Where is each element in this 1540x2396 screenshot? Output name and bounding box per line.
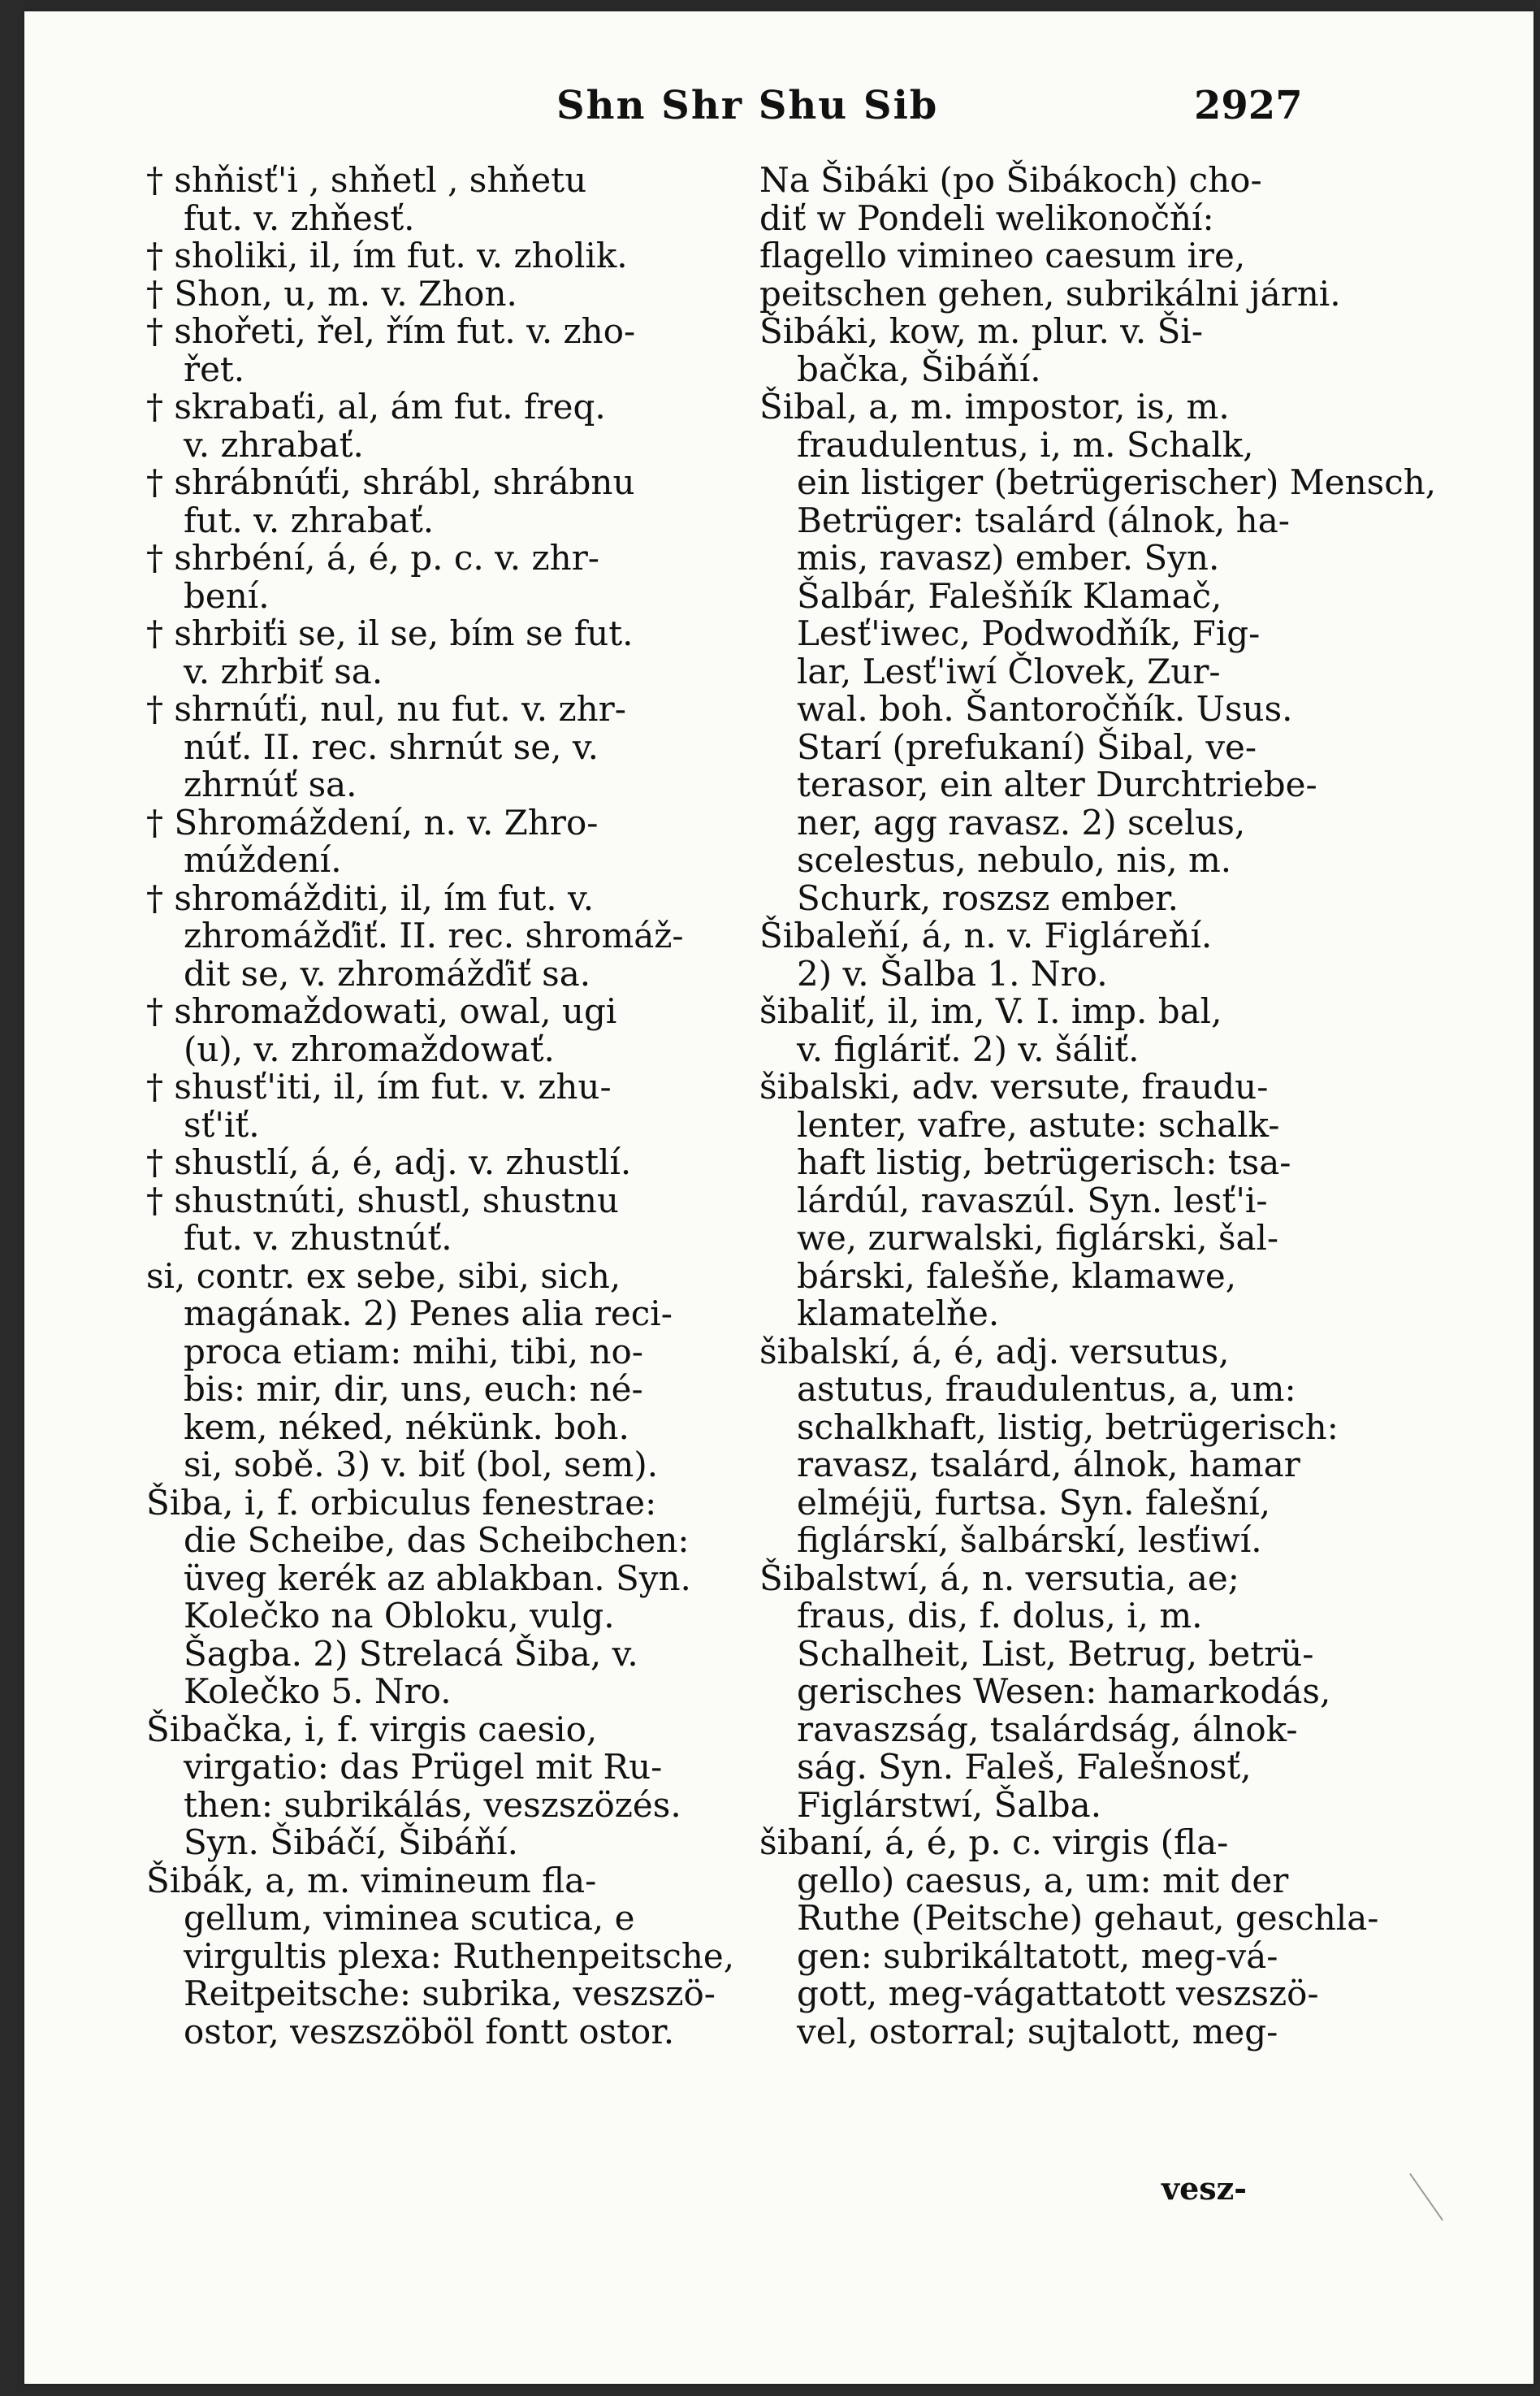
entry-head-line: † shrábnúťi, shrábl, shrábnu [146, 462, 635, 502]
entry-continuation-line: núť. II. rec. shrnút se, v. [184, 726, 599, 767]
entry-continuation-line: ner, agg ravasz. 2) scelus, [797, 802, 1246, 843]
entry-continuation-line: then: subrikálás, veszszözés. [184, 1784, 681, 1825]
entry-continuation-line: gello) caesus, a, um: mit der [797, 1860, 1289, 1900]
entry-continuation-line: Kolečko 5. Nro. [184, 1671, 452, 1711]
entry-head-line: † shustnúti, shustl, shustnu [146, 1180, 619, 1220]
entry-continuation-line: dit se, v. zhromážďiť sa. [184, 953, 591, 994]
entry-head-line: flagello vimineo caesum ire, [759, 236, 1246, 275]
entry-continuation-line: Reitpeitsche: subrika, veszszö- [184, 1974, 716, 2013]
entry-continuation-line: řet. [184, 349, 245, 389]
entry-continuation-line: figlárskí, šalbárskí, lesťiwí. [797, 1520, 1262, 1560]
entry-continuation-line: Starí (prefukaní) Šibal, ve- [797, 726, 1257, 767]
entry-continuation-line: Šalbár, Falešňík Klamač, [797, 575, 1222, 616]
entry-continuation-line: kem, néked, nékünk. boh. [184, 1406, 629, 1447]
running-head [24, 76, 1534, 133]
entry-continuation-line: v. figláriť. 2) v. šáliť. [797, 1029, 1140, 1069]
entry-continuation-line: ravasz, tsalárd, álnok, hamar [797, 1445, 1300, 1484]
entry-continuation-line: Kolečko na Obloku, vulg. [184, 1596, 615, 1636]
entry-continuation-line: Syn. Šibáčí, Šibáňí. [184, 1822, 519, 1862]
entry-continuation-line: elméjü, furtsa. Syn. falešní, [797, 1482, 1271, 1523]
entry-continuation-line: ság. Syn. Faleš, Falešnosť, [797, 1747, 1252, 1787]
entry-continuation-line: gen: subrikáltatott, meg-vá- [797, 1935, 1278, 1976]
entry-continuation-line: ostor, veszszöböl fontt ostor. [184, 2011, 675, 2052]
entry-continuation-line: sť'iť. [184, 1104, 260, 1145]
entry-head-line: Šibalstwí, á, n. versutia, ae; [759, 1558, 1239, 1598]
page-number: 2927 [1194, 83, 1303, 128]
entry-continuation-line: gerisches Wesen: hamarkodás, [797, 1671, 1331, 1711]
entry-continuation-line: üveg kerék az ablakban. Syn. [184, 1558, 691, 1598]
entry-continuation-line: Figlárstwí, Šalba. [797, 1784, 1102, 1825]
entry-continuation-line: bení. [184, 575, 270, 616]
entry-continuation-line: lárdúl, ravaszúl. Syn. lesť'i- [797, 1180, 1268, 1220]
entry-head-line: Šibačka, i, f. virgis caesio, [146, 1709, 598, 1749]
entry-continuation-line: fraus, dis, f. dolus, i, m. [797, 1596, 1203, 1636]
entry-head-line: diť w Pondeli welikonočňí: [759, 197, 1214, 238]
pencil-mark [1409, 2173, 1443, 2221]
entry-head-line: † shrnúťi, nul, nu fut. v. zhr- [146, 689, 626, 729]
entry-head-line: † shňisť'i , shňetl , shňetu [146, 160, 587, 200]
dictionary-page [24, 11, 1534, 2384]
entry-continuation-line: zhromážďiť. II. rec. shromáž- [184, 916, 684, 955]
entry-continuation-line: fraudulentus, i, m. Schalk, [797, 424, 1254, 465]
entry-continuation-line: bačka, Šibáňí. [797, 349, 1041, 389]
entry-continuation-line: lar, Lesť'iwí Človek, Zur- [797, 651, 1221, 691]
entry-continuation-line: fut. v. zhrabať. [184, 500, 435, 540]
entry-head-line: Šibáki, kow, m. plur. v. Ši- [759, 311, 1204, 351]
entry-continuation-line: 2) v. Šalba 1. Nro. [797, 953, 1108, 994]
entry-continuation-line: virgultis plexa: Ruthenpeitsche, [184, 1935, 735, 1976]
entry-continuation-line: Schalheit, List, Betrug, betrü- [797, 1633, 1314, 1674]
entry-head-line: † Shromáždení, n. v. Zhro- [146, 802, 599, 843]
entry-head-line: Šiba, i, f. orbiculus fenestrae: [146, 1482, 657, 1523]
entry-head-line: † shromaždowati, owal, ugi [146, 991, 617, 1031]
entry-continuation-line: die Scheibe, das Scheibchen: [184, 1520, 690, 1560]
entry-continuation-line: Lesť'iwec, Podwodňík, Fig- [797, 613, 1261, 653]
entry-continuation-line: schalkhaft, listig, betrügerisch: [797, 1406, 1339, 1447]
entry-continuation-line: vel, ostorral; sujtalott, meg- [797, 2011, 1278, 2052]
entry-continuation-line: si, sobě. 3) v. biť (bol, sem). [184, 1445, 659, 1484]
entry-continuation-line: Schurk, roszsz ember. [797, 877, 1179, 918]
entry-head-line: † shustlí, á, é, adj. v. zhustlí. [146, 1142, 632, 1182]
left-column [146, 160, 735, 2052]
entry-head-line: † sholiki, il, ím fut. v. zholik. [146, 236, 628, 275]
entry-continuation-line: scelestus, nebulo, nis, m. [797, 840, 1232, 880]
entry-continuation-line: v. zhrabať. [184, 424, 364, 465]
entry-continuation-line: terasor, ein alter Durchtriebe- [797, 765, 1317, 804]
entry-continuation-line: lenter, vafre, astute: schalk- [797, 1104, 1280, 1145]
entry-continuation-line: gellum, viminea scutica, e [184, 1898, 635, 1938]
entry-continuation-line: we, zurwalski, figlárski, šal- [797, 1218, 1279, 1258]
entry-head-line: † shrbéní, á, é, p. c. v. zhr- [146, 538, 599, 578]
entry-continuation-line: fut. v. zhňesť. [184, 197, 415, 238]
entry-head-line: † Shon, u, m. v. Zhon. [146, 273, 517, 314]
entry-continuation-line: mis, ravasz) ember. Syn. [797, 538, 1220, 578]
entry-continuation-line: Ruthe (Peitsche) gehaut, geschla- [797, 1898, 1379, 1938]
right-column [759, 160, 1437, 2052]
entry-continuation-line: Betrüger: tsalárd (álnok, ha- [797, 500, 1290, 540]
catchword: vesz- [1161, 2170, 1248, 2207]
entry-continuation-line: Šagba. 2) Strelacá Šiba, v. [184, 1633, 638, 1674]
entry-continuation-line: bárski, falešňe, klamawe, [797, 1255, 1237, 1296]
entry-continuation-line: magának. 2) Penes alia reci- [184, 1293, 673, 1333]
entry-continuation-line: proca etiam: mihi, tibi, no- [184, 1331, 643, 1371]
entry-head-line: si, contr. ex sebe, sibi, sich, [146, 1255, 621, 1296]
entry-continuation-line: haft listig, betrügerisch: tsa- [797, 1142, 1291, 1182]
entry-continuation-line: zhrnúť sa. [184, 765, 357, 804]
entry-continuation-line: astutus, fraudulentus, a, um: [797, 1369, 1296, 1409]
entry-head-line: † shrbiťi se, il se, bím se fut. [146, 613, 634, 653]
entry-head-line: † shořeti, řel, řím fut. v. zho- [146, 311, 636, 351]
entry-continuation-line: ein listiger (betrügerischer) Mensch, [797, 462, 1437, 502]
entry-head-line: šibalskí, á, é, adj. versutus, [759, 1331, 1230, 1371]
running-title: Shn Shr Shu Sib [556, 83, 939, 128]
entry-continuation-line: ravaszság, tsalárdság, álnok- [797, 1709, 1298, 1749]
entry-head-line: Šibák, a, m. vimineum fla- [146, 1860, 597, 1900]
entry-continuation-line: v. zhrbiť sa. [184, 651, 383, 691]
entry-continuation-line: (u), v. zhromaždowať. [184, 1029, 555, 1069]
entry-head-line: šibaliť, il, im, V. I. imp. bal, [759, 991, 1222, 1031]
entry-head-line: Šibaleňí, á, n. v. Figláreňí. [759, 916, 1213, 955]
entry-head-line: šibaní, á, é, p. c. virgis (fla- [759, 1822, 1229, 1862]
entry-continuation-line: bis: mir, dir, uns, euch: né- [184, 1369, 643, 1409]
entry-head-line: † skrabaťi, al, ám fut. freq. [146, 387, 606, 427]
entry-continuation-line: gott, meg-vágattatott veszszö- [797, 1974, 1319, 2013]
entry-continuation-line: wal. boh. Šantoročňík. Usus. [797, 689, 1293, 729]
entry-head-line: Na Šibáki (po Šibákoch) cho- [759, 160, 1262, 200]
entry-continuation-line: múždení. [184, 840, 342, 880]
entry-continuation-line: klamatelňe. [797, 1293, 1000, 1333]
entry-continuation-line: fut. v. zhustnúť. [184, 1218, 452, 1258]
entry-head-line: † shromážditi, il, ím fut. v. [146, 877, 595, 918]
entry-head-line: Šibal, a, m. impostor, is, m. [759, 387, 1230, 427]
entry-head-line: † shusť'iti, il, ím fut. v. zhu- [146, 1067, 612, 1107]
entry-continuation-line: virgatio: das Prügel mit Ru- [184, 1747, 663, 1787]
entry-head-line: peitschen gehen, subrikálni járni. [759, 273, 1341, 314]
entry-head-line: šibalski, adv. versute, fraudu- [759, 1067, 1269, 1107]
